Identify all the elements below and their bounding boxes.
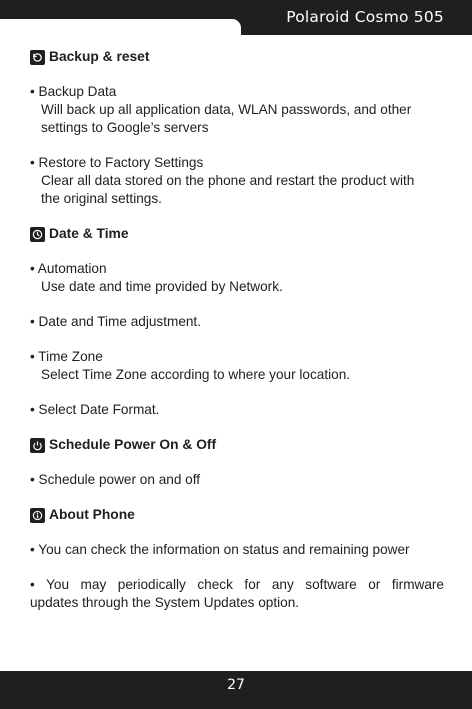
page-number: 27: [227, 677, 245, 693]
list-item-desc: Clear all data stored on the phone and restart the product with: [41, 173, 415, 188]
section-heading-about: [30, 506, 444, 524]
manual-content: [30, 48, 444, 612]
section-title: Date & Time: [49, 226, 129, 241]
power-schedule-icon: [30, 438, 45, 453]
list-item-label: • Automation: [30, 261, 107, 276]
section-title: About Phone: [49, 507, 135, 522]
header-notch-cover: [0, 19, 241, 35]
list-item-desc: the original settings.: [41, 191, 162, 206]
section-heading-schedule: [30, 436, 444, 454]
list-item-label: • Date and Time adjustment.: [30, 314, 201, 329]
footer-bar: [0, 671, 472, 709]
list-item-desc: updates through the System Updates option.: [30, 595, 300, 610]
header-tab-left: [0, 0, 241, 19]
list-item-label: • Backup Data: [30, 84, 117, 99]
list-item-label: • Schedule power on and off: [30, 472, 201, 487]
section-title: Schedule Power On & Off: [49, 437, 217, 452]
list-item-label: • Select Date Format.: [30, 402, 160, 417]
list-item-desc: Use date and time provided by Network.: [41, 279, 283, 294]
device-name: Polaroid Cosmo 505: [286, 8, 444, 26]
list-item-label: • Restore to Factory Settings: [30, 155, 204, 170]
list-item-desc: settings to Google’s servers: [41, 120, 209, 135]
list-item-desc: Will back up all application data, WLAN passwords, and other: [41, 102, 412, 117]
header-bar: [0, 0, 472, 35]
list-item-label: • You can check the information on status and remaining power: [30, 542, 410, 557]
backup-reset-icon: [30, 50, 45, 65]
list-item-label: • You may periodically check for any software or firmware: [30, 577, 444, 592]
list-item-label: • Time Zone: [30, 349, 103, 364]
clock-icon: [30, 227, 45, 242]
section-heading-backup: [30, 48, 444, 66]
info-icon: [30, 508, 45, 523]
section-title: Backup & reset: [49, 49, 150, 64]
list-item-desc: Select Time Zone according to where your location.: [41, 367, 351, 382]
section-heading-datetime: [30, 225, 444, 243]
